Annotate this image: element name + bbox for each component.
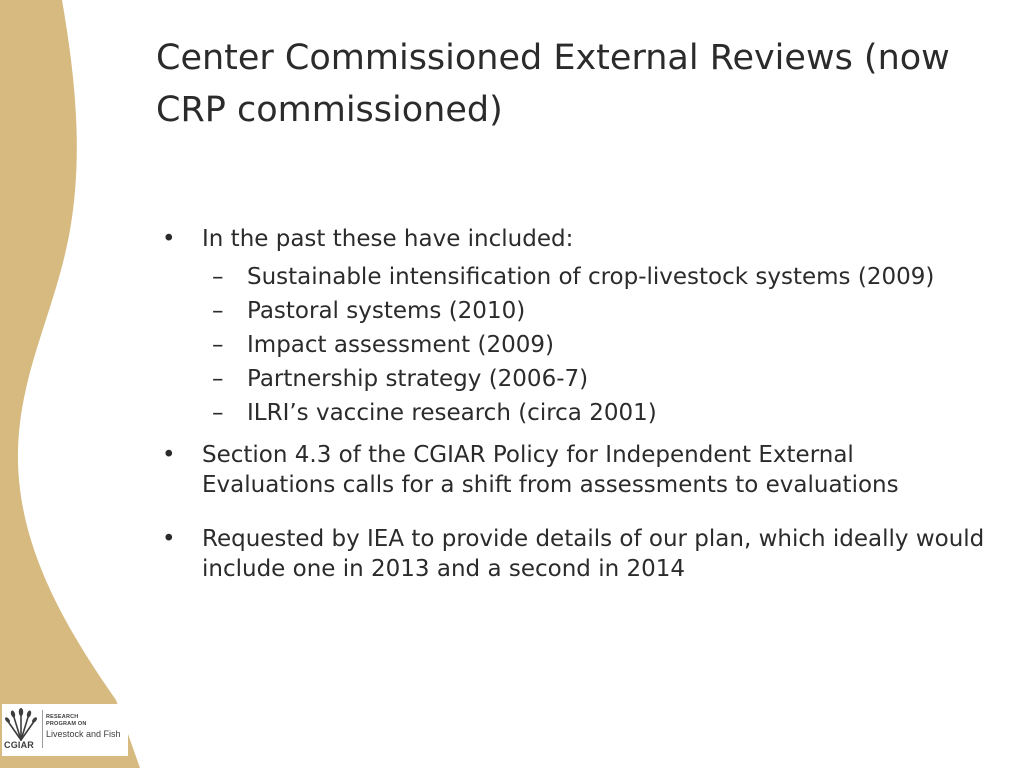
logo-program-text bbox=[46, 714, 121, 740]
logo-org-name: CGIAR bbox=[4, 740, 34, 750]
logo-program-name: Livestock and Fish bbox=[46, 729, 121, 739]
bullet-item-iea-request bbox=[162, 524, 992, 584]
slide-title: Center Commissioned External Reviews (now CRP commissioned) bbox=[156, 38, 950, 130]
sub-bullet-text: Pastoral systems (2010) bbox=[247, 298, 526, 324]
sub-bullet-item bbox=[202, 396, 992, 430]
dash-icon: – bbox=[212, 264, 224, 290]
sub-bullet-text: Sustainable intensification of crop-livestock systems (2009) bbox=[247, 264, 935, 290]
sub-bullet-item bbox=[202, 362, 992, 396]
dash-icon: – bbox=[212, 298, 224, 324]
sub-bullet-item bbox=[202, 328, 992, 362]
logo-divider bbox=[42, 710, 43, 748]
sub-bullet-text: Partnership strategy (2006-7) bbox=[247, 366, 589, 392]
sub-bullet-list bbox=[202, 260, 992, 430]
sub-bullet-text: Impact assessment (2009) bbox=[247, 332, 554, 358]
bullet-item-policy-section bbox=[162, 440, 992, 500]
bullet-text: Section 4.3 of the CGIAR Policy for Independent External Evaluations calls for a shift from assessments to evaluations bbox=[202, 442, 899, 498]
bullet-icon: • bbox=[162, 226, 176, 252]
sub-bullet-item bbox=[202, 260, 992, 294]
logo-program-line1: RESEARCH bbox=[46, 714, 79, 720]
dash-icon: – bbox=[212, 366, 224, 392]
sub-bullet-item bbox=[202, 294, 992, 328]
bullet-item-past-reviews bbox=[162, 224, 992, 430]
sub-bullet-text: ILRI’s vaccine research (circa 2001) bbox=[247, 400, 657, 426]
dash-icon: – bbox=[212, 400, 224, 426]
dash-icon: – bbox=[212, 332, 224, 358]
bullet-list bbox=[162, 224, 992, 584]
cgiar-logo bbox=[2, 704, 128, 756]
bullet-icon: • bbox=[162, 442, 176, 468]
decorative-side-band bbox=[0, 0, 140, 768]
bullet-text: Requested by IEA to provide details of our plan, which ideally would include one in 2013 and a second in 2014 bbox=[202, 526, 985, 582]
bullet-icon: • bbox=[162, 526, 176, 552]
logo-program-line2: PROGRAM ON bbox=[46, 721, 87, 727]
bullet-text: In the past these have included: bbox=[202, 226, 574, 252]
